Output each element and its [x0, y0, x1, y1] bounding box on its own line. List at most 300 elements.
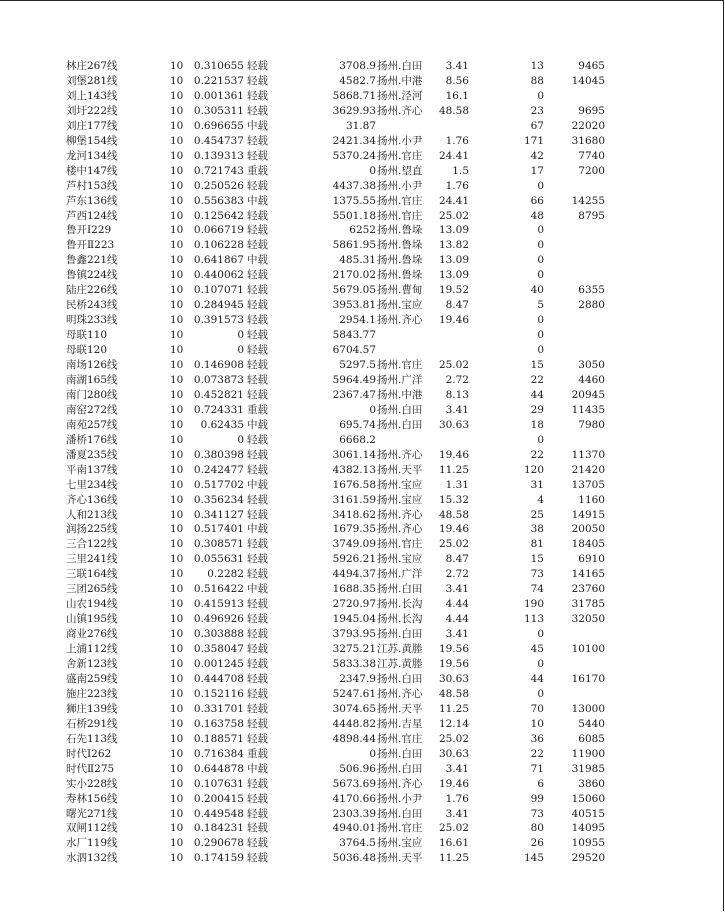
- load-status-cell: 轻载: [247, 329, 268, 342]
- substation-cell: 扬州.宝应: [377, 493, 423, 506]
- transformer-count-cell: 0: [537, 239, 544, 252]
- length-cell: 19.46: [438, 314, 469, 327]
- substation-cell: 扬州.齐心: [377, 523, 423, 536]
- load-status-cell: 轻载: [247, 598, 268, 611]
- capacity-cell: 3953.81: [332, 299, 376, 312]
- line-name-cell: 水泗132线: [66, 852, 118, 865]
- line-name-cell: 三联164线: [66, 568, 118, 581]
- capacity-cell: 5673.69: [332, 777, 376, 790]
- load-status-cell: 轻载: [247, 807, 268, 820]
- table-row: [0, 508, 725, 523]
- transformer-count-cell: 0: [537, 687, 544, 700]
- substation-cell: 扬州.小尹: [377, 179, 423, 192]
- length-cell: 19.46: [438, 777, 469, 790]
- length-cell: 8.13: [445, 388, 469, 401]
- substation-cell: 扬州.官庄: [377, 822, 423, 835]
- count-cell: 10: [170, 702, 184, 715]
- table-row: [0, 59, 725, 74]
- transformer-count-cell: 22: [530, 448, 544, 461]
- length-cell: 48.58: [438, 104, 469, 117]
- capacity-cell: 5036.48: [332, 852, 376, 865]
- count-cell: 10: [170, 523, 184, 536]
- load-status-cell: 中载: [247, 254, 268, 267]
- total-capacity-cell: 14165: [571, 568, 605, 581]
- count-cell: 10: [170, 149, 184, 162]
- table-row: [0, 209, 725, 224]
- count-cell: 10: [170, 164, 184, 177]
- load-ratio-cell: 0.391573: [193, 314, 244, 327]
- transformer-count-cell: 99: [530, 792, 544, 805]
- substation-cell: 扬州.白田: [377, 762, 423, 775]
- table-row: [0, 851, 725, 866]
- transformer-count-cell: 22: [530, 747, 544, 760]
- line-name-cell: 舍新123线: [66, 658, 118, 670]
- count-cell: 10: [170, 628, 184, 641]
- total-capacity-cell: 20050: [571, 523, 605, 536]
- line-name-cell: 芦村153线: [66, 179, 118, 192]
- table-row: [0, 313, 725, 328]
- transformer-count-cell: 113: [523, 613, 544, 626]
- total-capacity-cell: 5440: [578, 717, 605, 730]
- load-ratio-cell: 0.356234: [193, 493, 244, 506]
- load-ratio-cell: 0.290678: [193, 837, 244, 850]
- length-cell: 3.41: [445, 403, 469, 416]
- line-name-cell: 林庄267线: [66, 60, 118, 72]
- table-row: [0, 463, 725, 478]
- line-name-cell: 南窑272线: [66, 403, 118, 416]
- line-name-cell: 民桥243线: [66, 299, 118, 312]
- load-status-cell: 轻载: [247, 134, 268, 147]
- load-ratio-cell: 0.106228: [193, 239, 244, 252]
- substation-cell: 扬州.宝应: [377, 553, 423, 566]
- line-name-cell: 鲁开Ⅱ223: [66, 239, 115, 252]
- load-status-cell: 轻载: [247, 777, 268, 790]
- line-name-cell: 七里234线: [66, 478, 118, 491]
- substation-cell: 扬州.白田: [377, 672, 423, 685]
- line-name-cell: 寿林156线: [66, 792, 118, 805]
- table-row: [0, 223, 725, 238]
- capacity-cell: 485.31: [339, 254, 376, 267]
- load-status-cell: 轻载: [247, 104, 268, 117]
- total-capacity-cell: 31785: [571, 598, 605, 611]
- line-name-cell: 龙河134线: [66, 149, 118, 162]
- length-cell: 25.02: [438, 538, 469, 551]
- capacity-cell: 2170.02: [332, 269, 376, 282]
- load-status-cell: 中载: [247, 478, 268, 491]
- line-name-cell: 三合122线: [66, 538, 118, 551]
- line-name-cell: 母联110: [66, 329, 108, 342]
- load-status-cell: 轻载: [247, 433, 268, 446]
- transformer-count-cell: 67: [530, 119, 544, 132]
- line-name-cell: 人和213线: [66, 508, 118, 521]
- table-row: [0, 179, 725, 194]
- capacity-cell: 2954.1: [339, 314, 376, 327]
- substation-cell: 扬州.官庄: [377, 149, 423, 162]
- substation-cell: 扬州.长沟: [377, 613, 423, 626]
- total-capacity-cell: 15060: [571, 792, 605, 805]
- load-ratio-cell: 0.517401: [193, 523, 244, 536]
- capacity-cell: 4898.44: [332, 732, 376, 745]
- total-capacity-cell: 29520: [571, 852, 605, 865]
- table-row: [0, 478, 725, 493]
- capacity-cell: 5247.61: [332, 687, 376, 700]
- capacity-cell: 3749.09: [332, 538, 376, 551]
- line-name-cell: 南湖165线: [66, 373, 118, 386]
- capacity-cell: 4170.66: [332, 792, 376, 805]
- count-cell: 10: [170, 344, 184, 357]
- length-cell: 24.41: [438, 194, 469, 207]
- total-capacity-cell: 18405: [571, 538, 605, 551]
- capacity-cell: 3418.62: [332, 508, 376, 521]
- capacity-cell: 5926.21: [332, 553, 376, 566]
- load-ratio-cell: 0.055631: [193, 553, 244, 566]
- table-row: [0, 717, 725, 732]
- substation-cell: 扬州.鲁垛: [377, 269, 423, 282]
- table-row: [0, 403, 725, 418]
- load-ratio-cell: 0.250526: [193, 179, 244, 192]
- load-status-cell: 轻载: [247, 448, 268, 461]
- total-capacity-cell: 7200: [578, 164, 605, 177]
- load-ratio-cell: 0.716384: [193, 747, 244, 760]
- length-cell: 19.46: [438, 448, 469, 461]
- length-cell: 13.09: [438, 254, 469, 267]
- substation-cell: 扬州.曹甸: [377, 284, 423, 297]
- substation-cell: 扬州.鲁垛: [377, 224, 423, 237]
- length-cell: 48.58: [438, 687, 469, 700]
- table-row: [0, 687, 725, 702]
- length-cell: 30.63: [438, 747, 469, 760]
- count-cell: 10: [170, 60, 184, 72]
- capacity-cell: 5868.71: [332, 89, 376, 102]
- load-status-cell: 轻载: [247, 822, 268, 835]
- length-cell: 19.56: [438, 658, 469, 670]
- transformer-count-cell: 0: [537, 329, 544, 342]
- table-row: [0, 552, 725, 567]
- capacity-cell: 3708.9: [339, 60, 376, 72]
- length-cell: 16.1: [445, 89, 469, 102]
- capacity-cell: 4940.01: [332, 822, 376, 835]
- table-row: [0, 522, 725, 537]
- total-capacity-cell: 6085: [578, 732, 605, 745]
- transformer-count-cell: 0: [537, 628, 544, 641]
- transformer-count-cell: 74: [530, 583, 544, 596]
- substation-cell: 扬州.齐心: [377, 448, 423, 461]
- total-capacity-cell: 11435: [571, 403, 605, 416]
- capacity-cell: 506.96: [339, 762, 376, 775]
- length-cell: 15.32: [438, 493, 469, 506]
- table-row: [0, 537, 725, 552]
- load-status-cell: 轻载: [247, 224, 268, 237]
- total-capacity-cell: 2880: [578, 299, 605, 312]
- length-cell: 3.41: [445, 628, 469, 641]
- load-ratio-cell: 0.358047: [193, 643, 244, 656]
- line-name-cell: 刘上143线: [66, 89, 118, 102]
- line-name-cell: 上浦112线: [66, 643, 118, 656]
- capacity-cell: 695.74: [339, 418, 376, 431]
- table-row: [0, 194, 725, 209]
- total-capacity-cell: 6910: [578, 553, 605, 566]
- table-row: [0, 119, 725, 134]
- substation-cell: 扬州.中港: [377, 74, 423, 87]
- load-status-cell: 轻载: [247, 463, 268, 476]
- count-cell: 10: [170, 508, 184, 521]
- transformer-count-cell: 45: [530, 643, 544, 656]
- substation-cell: 扬州.白田: [377, 628, 423, 641]
- length-cell: 1.76: [445, 792, 469, 805]
- length-cell: 11.25: [438, 852, 469, 865]
- count-cell: 10: [170, 209, 184, 222]
- substation-cell: 扬州.鲁垛: [377, 239, 423, 252]
- line-name-cell: 芦东136线: [66, 194, 118, 207]
- load-status-cell: 轻载: [247, 538, 268, 551]
- load-ratio-cell: 0.452821: [193, 388, 244, 401]
- load-ratio-cell: 0.107071: [193, 284, 244, 297]
- capacity-cell: 4494.37: [332, 568, 376, 581]
- load-status-cell: 轻载: [247, 852, 268, 865]
- length-cell: 1.76: [445, 179, 469, 192]
- length-cell: 13.09: [438, 269, 469, 282]
- load-status-cell: 轻载: [247, 702, 268, 715]
- load-status-cell: 轻载: [247, 672, 268, 685]
- line-name-cell: 盛南259线: [66, 672, 118, 685]
- transformer-count-cell: 44: [530, 388, 544, 401]
- load-status-cell: 中载: [247, 418, 268, 431]
- line-name-cell: 山农194线: [66, 598, 118, 611]
- count-cell: 10: [170, 418, 184, 431]
- line-name-cell: 三里241线: [66, 553, 118, 566]
- length-cell: 12.14: [438, 717, 469, 730]
- load-status-cell: 轻载: [247, 74, 268, 87]
- load-status-cell: 中载: [247, 194, 268, 207]
- substation-cell: 扬州.中港: [377, 388, 423, 401]
- transformer-count-cell: 48: [530, 209, 544, 222]
- load-status-cell: 轻载: [247, 359, 268, 371]
- total-capacity-cell: 6355: [578, 284, 605, 297]
- substation-cell: 扬州.广洋: [377, 568, 423, 581]
- substation-cell: 扬州.宝应: [377, 299, 423, 312]
- total-capacity-cell: 9695: [578, 104, 605, 117]
- count-cell: 10: [170, 224, 184, 237]
- count-cell: 10: [170, 194, 184, 207]
- total-capacity-cell: 11900: [571, 747, 605, 760]
- count-cell: 10: [170, 553, 184, 566]
- transformer-count-cell: 171: [523, 134, 544, 147]
- load-status-cell: 重载: [247, 747, 268, 760]
- substation-cell: 扬州.官庄: [377, 732, 423, 745]
- length-cell: 3.41: [445, 583, 469, 596]
- line-name-cell: 三团265线: [66, 583, 118, 596]
- transformer-count-cell: 5: [537, 299, 544, 312]
- transformer-count-cell: 0: [537, 314, 544, 327]
- capacity-cell: 5370.24: [332, 149, 376, 162]
- substation-cell: 江苏.黄塍: [377, 643, 423, 656]
- transformer-count-cell: 26: [530, 837, 544, 850]
- transformer-count-cell: 0: [537, 224, 544, 237]
- load-ratio-cell: 0.380398: [193, 448, 244, 461]
- count-cell: 10: [170, 388, 184, 401]
- capacity-cell: 5501.18: [332, 209, 376, 222]
- total-capacity-cell: 14255: [571, 194, 605, 207]
- line-name-cell: 石桥291线: [66, 717, 118, 730]
- transformer-count-cell: 71: [530, 762, 544, 775]
- load-ratio-cell: 0.721743: [193, 164, 244, 177]
- line-name-cell: 潘桥176线: [66, 433, 118, 446]
- length-cell: 3.41: [445, 762, 469, 775]
- table-row: [0, 298, 725, 313]
- count-cell: 10: [170, 568, 184, 581]
- transformer-count-cell: 80: [530, 822, 544, 835]
- capacity-cell: 5297.5: [339, 359, 376, 371]
- capacity-cell: 6704.57: [332, 344, 376, 357]
- load-status-cell: 轻载: [247, 613, 268, 626]
- length-cell: 25.02: [438, 359, 469, 371]
- substation-cell: 扬州.白田: [377, 403, 423, 416]
- table-row: [0, 448, 725, 463]
- load-ratio-cell: 0.152116: [193, 687, 244, 700]
- transformer-count-cell: 0: [537, 344, 544, 357]
- table-row: [0, 238, 725, 253]
- line-name-cell: 齐心136线: [66, 493, 118, 506]
- table-row: [0, 627, 725, 642]
- substation-cell: 扬州.齐心: [377, 314, 423, 327]
- substation-cell: 扬州.齐心: [377, 104, 423, 117]
- count-cell: 10: [170, 717, 184, 730]
- count-cell: 10: [170, 119, 184, 132]
- capacity-cell: 3074.65: [332, 702, 376, 715]
- transformer-count-cell: 0: [537, 269, 544, 282]
- capacity-cell: 5833.38: [332, 658, 376, 670]
- line-name-cell: 南苑257线: [66, 418, 118, 431]
- substation-cell: 扬州.白田: [377, 418, 423, 431]
- load-status-cell: 中载: [247, 762, 268, 775]
- transformer-count-cell: 145: [523, 852, 544, 865]
- substation-cell: 扬州.天平: [377, 702, 423, 715]
- table-row: [0, 672, 725, 687]
- length-cell: 1.5: [452, 164, 469, 177]
- count-cell: 10: [170, 359, 184, 371]
- transformer-count-cell: 0: [537, 658, 544, 670]
- line-name-cell: 刘庄177线: [66, 119, 118, 132]
- line-name-cell: 母联120: [66, 344, 108, 357]
- count-cell: 10: [170, 643, 184, 656]
- capacity-cell: 6252: [349, 224, 376, 237]
- capacity-cell: 5679.05: [332, 284, 376, 297]
- count-cell: 10: [170, 792, 184, 805]
- table-row: [0, 493, 725, 508]
- transformer-count-cell: 81: [530, 538, 544, 551]
- load-ratio-cell: 0: [237, 433, 244, 446]
- load-ratio-cell: 0.454737: [193, 134, 244, 147]
- table-row: [0, 582, 725, 597]
- length-cell: 2.72: [445, 373, 469, 386]
- load-status-cell: 轻载: [247, 239, 268, 252]
- transformer-count-cell: 190: [523, 598, 544, 611]
- load-status-cell: 轻载: [247, 792, 268, 805]
- line-name-cell: 润扬225线: [66, 523, 118, 536]
- table-row: [0, 388, 725, 403]
- transformer-count-cell: 0: [537, 433, 544, 446]
- load-ratio-cell: 0.107631: [193, 777, 244, 790]
- count-cell: 10: [170, 89, 184, 102]
- substation-cell: 扬州.齐心: [377, 777, 423, 790]
- load-ratio-cell: 0.415913: [193, 598, 244, 611]
- count-cell: 10: [170, 837, 184, 850]
- load-status-cell: 轻载: [247, 60, 268, 72]
- load-status-cell: 轻载: [247, 314, 268, 327]
- table-row: [0, 74, 725, 89]
- load-ratio-cell: 0.284945: [193, 299, 244, 312]
- count-cell: 10: [170, 254, 184, 267]
- load-ratio-cell: 0.163758: [193, 717, 244, 730]
- transformer-count-cell: 88: [530, 74, 544, 87]
- capacity-cell: 6668.2: [339, 433, 376, 446]
- load-status-cell: 重载: [247, 164, 268, 177]
- total-capacity-cell: 21420: [571, 463, 605, 476]
- table-row: [0, 777, 725, 792]
- line-name-cell: 施庄223线: [66, 687, 118, 700]
- transformer-count-cell: 17: [530, 164, 544, 177]
- table-row: [0, 642, 725, 657]
- transformer-count-cell: 36: [530, 732, 544, 745]
- count-cell: 10: [170, 613, 184, 626]
- total-capacity-cell: 3860: [578, 777, 605, 790]
- table-row: [0, 792, 725, 807]
- count-cell: 10: [170, 493, 184, 506]
- transformer-count-cell: 73: [530, 568, 544, 581]
- table-row: [0, 283, 725, 298]
- capacity-cell: 1676.58: [332, 478, 376, 491]
- length-cell: 3.41: [445, 60, 469, 72]
- total-capacity-cell: 9465: [578, 60, 605, 72]
- substation-cell: 扬州.广洋: [377, 373, 423, 386]
- line-name-cell: 水厂119线: [66, 837, 118, 850]
- line-name-cell: 时代Ⅱ275: [66, 762, 115, 775]
- length-cell: 8.47: [445, 299, 469, 312]
- table-row: [0, 597, 725, 612]
- substation-cell: 扬州.官庄: [377, 209, 423, 222]
- table-row: [0, 373, 725, 388]
- load-ratio-cell: 0.303888: [193, 628, 244, 641]
- load-status-cell: 轻载: [247, 149, 268, 162]
- line-name-cell: 南场126线: [66, 359, 118, 371]
- load-ratio-cell: 0.310655: [193, 60, 244, 72]
- total-capacity-cell: 23760: [571, 583, 605, 596]
- count-cell: 10: [170, 179, 184, 192]
- length-cell: 19.56: [438, 643, 469, 656]
- load-ratio-cell: 0.440062: [193, 269, 244, 282]
- total-capacity-cell: 11370: [571, 448, 605, 461]
- count-cell: 10: [170, 583, 184, 596]
- transformer-count-cell: 25: [530, 508, 544, 521]
- load-status-cell: 轻载: [247, 89, 268, 102]
- load-ratio-cell: 0.62435: [200, 418, 244, 431]
- table-row: [0, 821, 725, 836]
- load-ratio-cell: 0.444708: [193, 672, 244, 685]
- load-status-cell: 轻载: [247, 568, 268, 581]
- count-cell: 10: [170, 299, 184, 312]
- total-capacity-cell: 10955: [571, 837, 605, 850]
- count-cell: 10: [170, 463, 184, 476]
- table-row: [0, 433, 725, 448]
- transformer-count-cell: 38: [530, 523, 544, 536]
- load-status-cell: 轻载: [247, 658, 268, 670]
- substation-cell: 扬州.天平: [377, 852, 423, 865]
- load-status-cell: 轻载: [247, 269, 268, 282]
- length-cell: 24.41: [438, 149, 469, 162]
- length-cell: 48.58: [438, 508, 469, 521]
- capacity-cell: 1945.04: [332, 613, 376, 626]
- substation-cell: 扬州.望直: [377, 164, 423, 177]
